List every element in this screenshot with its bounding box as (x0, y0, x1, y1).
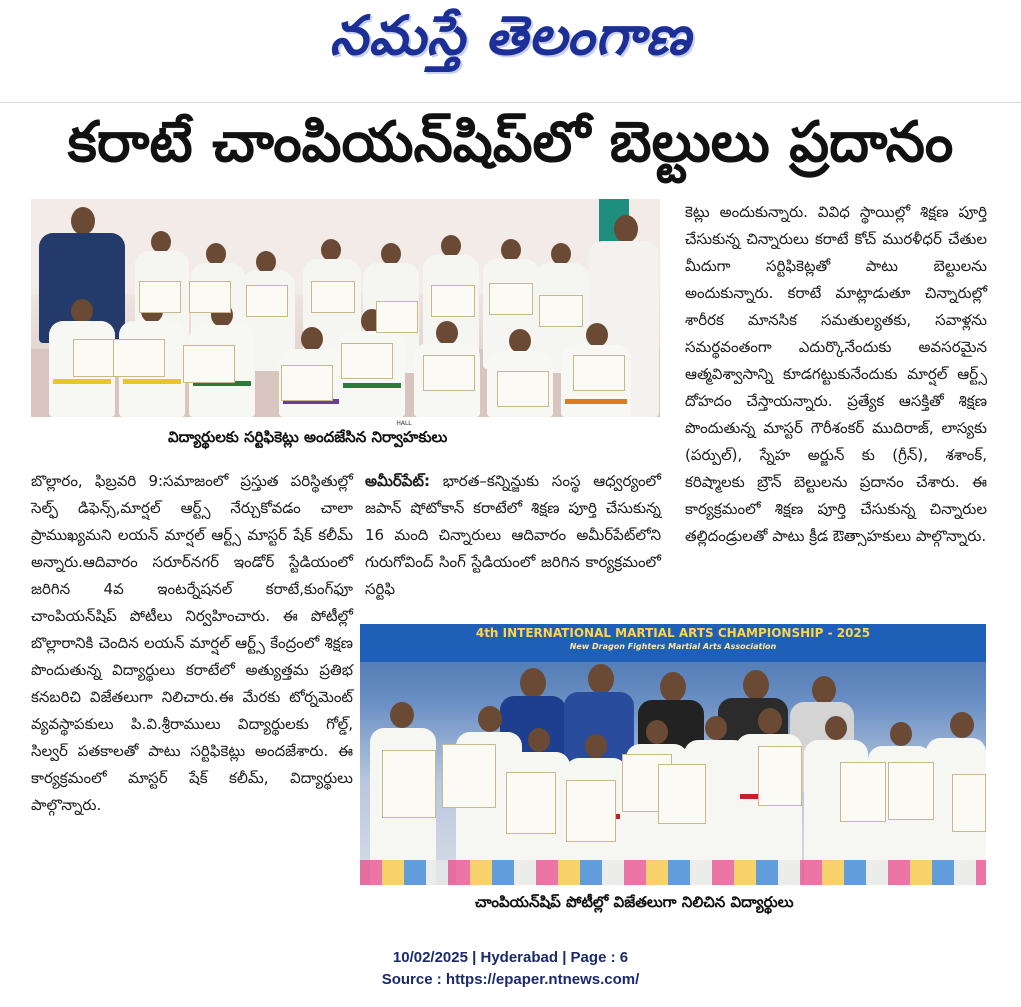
photo-caption-certificates: విద్యార్థులకు సర్టిఫికెట్లు అందజేసిన నిర్వాహకులు (168, 428, 448, 446)
article-mid-text: భారత–కన్నిన్జుకు సంస్థ ఆధ్వర్యంలో జపాన్ షోటోకాన్ కరాటేలో శిక్షణ పూర్తి చేసుకున్న 16 మంది చిన్నారులు ఆదివారం అమీర్‌పేట్‌లోని గురుగోవింద్ సింగ్ స్టేడియంలో జరిగిన కార్యక్రమంలో సర్టిఫి (365, 472, 661, 598)
article-right-text: కెట్లు అందుకున్నారు. వివిధ స్థాయిల్లో శిక్షణ పూర్తి చేసుకున్న చిన్నారులు కరాటే కోచ్ మురళీధర్ చేతుల మీదుగా సర్టిఫికెట్లతో పాటు బెల్టులను అందుకున్నారు. కరాటే మాట్లాడుతూ చిన్నారుల్లో శారీరక మానసిక సమతుల్యతకు, సవాళ్లను సమర్థవంతంగా ఎదుర్కొనేందుకు అవసరమైన ఆత్మవిశ్వాసాన్ని కూడగట్టుకునేందుకు మార్షల్ ఆర్ట్స్ దోహదం చేస్తాయన్నారు. ప్రత్యేక ఆసక్తితో శిక్షణ పొందుతున్న మాస్టర్ గౌరీశంకర్ ముదిరాజ్, లాస్యకు (పర్పుల్), స్నేహ అర్జున్ కు (గ్రీన్), శశాంక్, కరిష్మాలకు బ్రౌన్ బెల్టులను ప్రదానం చేశారు. ఈ కార్యక్రమంలో శిక్షణ పూర్తి చేసుకున్న చిన్నారుల తల్లిదండ్రులతో పాటు క్రీడ ఔత్సాహకులు పాల్గొన్నారు. (685, 203, 987, 545)
article-right-column (685, 199, 987, 550)
article-mid-column (365, 468, 661, 603)
article-left-text: బొల్లారం, ఫిబ్రవరి 9:సమాజంలో ప్రస్తుత పరిస్థితుల్లో సెల్ఫ్ డిఫెన్స్,మార్షల్ ఆర్ట్స్ నేర్చుకోవడం చాలా ప్రాముఖ్యమని లయన్ మార్షల్ ఆర్ట్స్ మాస్టర్ షేక్ కలీమ్ అన్నారు.ఆదివారం సరూర్‌నగర్ ఇండోర్ స్టేడియంలో జరిగిన 4వ ఇంటర్నేషనల్ కరాటే,కుంగ్‌ఫూ చాంపియన్‌షిప్ పోటీలు నిర్వహించారు. ఈ పోటీల్లో బొల్లారానికి చెందిన లయన్ మార్షల్ ఆర్ట్స్ కేంద్రంలో శిక్షణ పొందుతున్న విద్యార్థులు కరాటేలో అత్యుత్తమ ప్రతిభ కనబరిచి విజేతలుగా నిలిచారు.ఈ మేరకు టోర్నమెంట్ వ్యవస్థాపకులు పి.వి.శ్రీరాములు విద్యార్థులకు గోల్డ్, సిల్వర్ పతకాలతో పాటు సర్టిఫికెట్లు అందజేశారు. ఈ కార్యక్రమంలో మాస్టర్ షేక్ కలీమ్, విద్యార్థులు పాల్గొన్నారు. (31, 472, 353, 814)
photo-certificates (31, 199, 660, 427)
headline: కరాటే చాంపియన్‌షిప్‌లో బెల్టులు ప్రదానం (67, 109, 954, 175)
masthead-title: నమస్తే తెలంగాణ (329, 3, 692, 67)
event-banner-subtitle: New Dragon Fighters Martial Arts Association (569, 642, 777, 651)
footer-source: Source : https://epaper.ntnews.com/ (381, 971, 640, 988)
balloon-decoration (360, 860, 986, 885)
masthead (0, 3, 1021, 78)
wall-sign: HALL (396, 420, 412, 427)
footer-dateline: 10/02/2025 | Hyderabad | Page : 6 (392, 949, 629, 966)
footer (0, 947, 1021, 991)
event-banner (360, 624, 986, 662)
dateline: అమీర్‌పేట్: (365, 472, 431, 490)
event-banner-title: 4th INTERNATIONAL MARTIAL ARTS CHAMPIONSHIP - 2025 (475, 626, 871, 640)
divider (0, 102, 1021, 103)
photo-winners (360, 624, 986, 885)
photo-caption-winners: చాంపియన్‌షిప్ పోటీల్లో విజేతలుగా నిలిచిన విద్యార్థులు (475, 893, 794, 911)
article-left-column (31, 468, 353, 819)
